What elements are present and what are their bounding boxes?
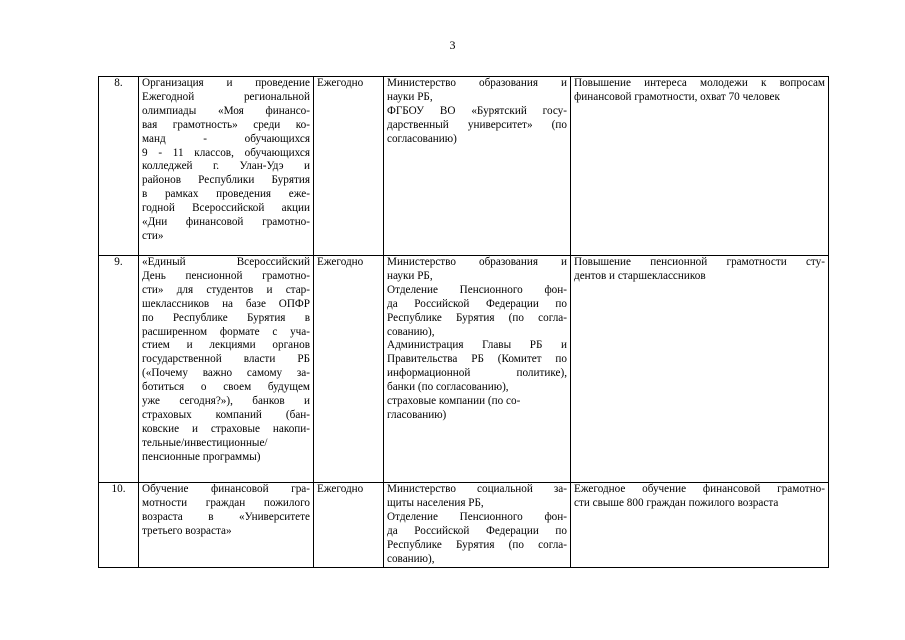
text-line: Республике Бурятия (по согла-	[387, 311, 567, 324]
text-line: в рамках проведения еже-	[142, 188, 310, 201]
text-line: Повышение пенсионной грамотности сту-	[574, 256, 825, 268]
result-cell	[571, 483, 829, 568]
text-line: («Почему важно самому за-	[142, 367, 310, 380]
text-line: информационной политике),	[387, 367, 567, 380]
text-line: Ежегодное обучение финансовой грамотно-	[574, 483, 825, 495]
text-line: Повышение интереса молодежи к вопросам	[574, 77, 825, 89]
text-line: мотности граждан пожилого	[142, 496, 310, 509]
text-line: расширенном формате с уча-	[142, 325, 310, 338]
executors-cell	[384, 256, 571, 483]
text-line: сти»	[142, 229, 164, 242]
text-line: ботиться о своем будущем	[142, 381, 310, 394]
term-cell: Ежегодно	[314, 77, 384, 256]
table-row	[99, 77, 829, 256]
text-line: согласованию)	[387, 132, 457, 145]
text-line: ковские и страховые накопи-	[142, 422, 310, 435]
text-line: банки (по согласованию),	[387, 381, 509, 394]
text-line: «Дни финансовой грамотно-	[142, 216, 310, 229]
result-cell	[571, 77, 829, 256]
page-number: 3	[449, 38, 456, 52]
text-line: «Единый Всероссийский	[142, 256, 310, 268]
text-line: науки РБ,	[387, 269, 433, 282]
text-line: да Российской Федерации по	[387, 297, 567, 310]
text-line: сованию),	[387, 325, 435, 338]
text-line: страховые компании (по со-	[387, 395, 521, 408]
text-line: Республике Бурятия (по согла-	[387, 538, 567, 551]
text-line: Организация и проведение	[142, 77, 310, 89]
text-line: дарственный университет» (по	[387, 118, 567, 131]
event-cell	[139, 483, 314, 568]
text-line: финансовой грамотности, охват 70 человек	[574, 90, 780, 103]
text-line: колледжей г. Улан-Удэ и	[142, 160, 310, 173]
row-number: 10.	[99, 483, 139, 568]
event-cell	[139, 77, 314, 256]
row-number: 9.	[99, 256, 139, 483]
row-number: 8.	[99, 77, 139, 256]
text-line: по Республике Бурятия в	[142, 311, 310, 324]
text-line: пенсионные программы)	[142, 450, 261, 463]
result-cell	[571, 256, 829, 483]
text-line: уже сегодня?»), банков и	[142, 395, 310, 408]
event-cell	[139, 256, 314, 483]
text-line: годной Всероссийской акции	[142, 202, 310, 215]
text-line: науки РБ,	[387, 90, 433, 103]
text-line: сти свыше 800 граждан пожилого возраста	[574, 496, 779, 509]
text-line: сти» для студентов и стар-	[142, 283, 310, 296]
text-line: сованию),	[387, 552, 435, 565]
text-line: государственной власти РБ	[142, 353, 310, 366]
term-cell: Ежегодно	[314, 483, 384, 568]
table-row	[99, 256, 829, 483]
text-line: ФГБОУ ВО «Бурятский госу-	[387, 104, 567, 117]
text-line: вая грамотность» среди ко-	[142, 118, 310, 131]
executors-cell	[384, 77, 571, 256]
text-line: олимпиады «Моя финансо-	[142, 104, 310, 117]
text-line: Ежегодной региональной	[142, 90, 310, 103]
text-line: районов Республики Бурятия	[142, 174, 310, 187]
text-line: Министерство образования и	[387, 256, 567, 268]
text-line: тельные/инвестиционные/	[142, 436, 268, 449]
text-line: Обучение финансовой гра-	[142, 483, 310, 495]
text-line: страховых компаний (бан-	[142, 408, 310, 421]
text-line: Правительства РБ (Комитет по	[387, 353, 567, 366]
text-line: гласованию)	[387, 408, 447, 421]
text-line: Отделение Пенсионного фон-	[387, 283, 567, 296]
text-line: да Российской Федерации по	[387, 524, 567, 537]
text-line: возраста в «Университете	[142, 510, 310, 523]
text-line: манд - обучающихся	[142, 132, 310, 145]
text-line: щиты населения РБ,	[387, 496, 484, 509]
text-line: День пенсионной грамотно-	[142, 269, 310, 282]
text-line: дентов и старшеклассников	[574, 269, 706, 282]
text-line: Министерство социальной за-	[387, 483, 567, 495]
text-line: третьего возраста»	[142, 524, 232, 537]
text-line: шеклассников на базе ОПФР	[142, 297, 310, 310]
text-line: Отделение Пенсионного фон-	[387, 510, 567, 523]
text-line: стием и лекциями органов	[142, 339, 310, 352]
activity-table	[98, 76, 829, 568]
term-cell: Ежегодно	[314, 256, 384, 483]
executors-cell	[384, 483, 571, 568]
text-line: Администрация Главы РБ и	[387, 339, 567, 352]
text-line: Министерство образования и	[387, 77, 567, 89]
text-line: 9 - 11 классов, обучающихся	[142, 146, 310, 159]
table-row	[99, 483, 829, 568]
